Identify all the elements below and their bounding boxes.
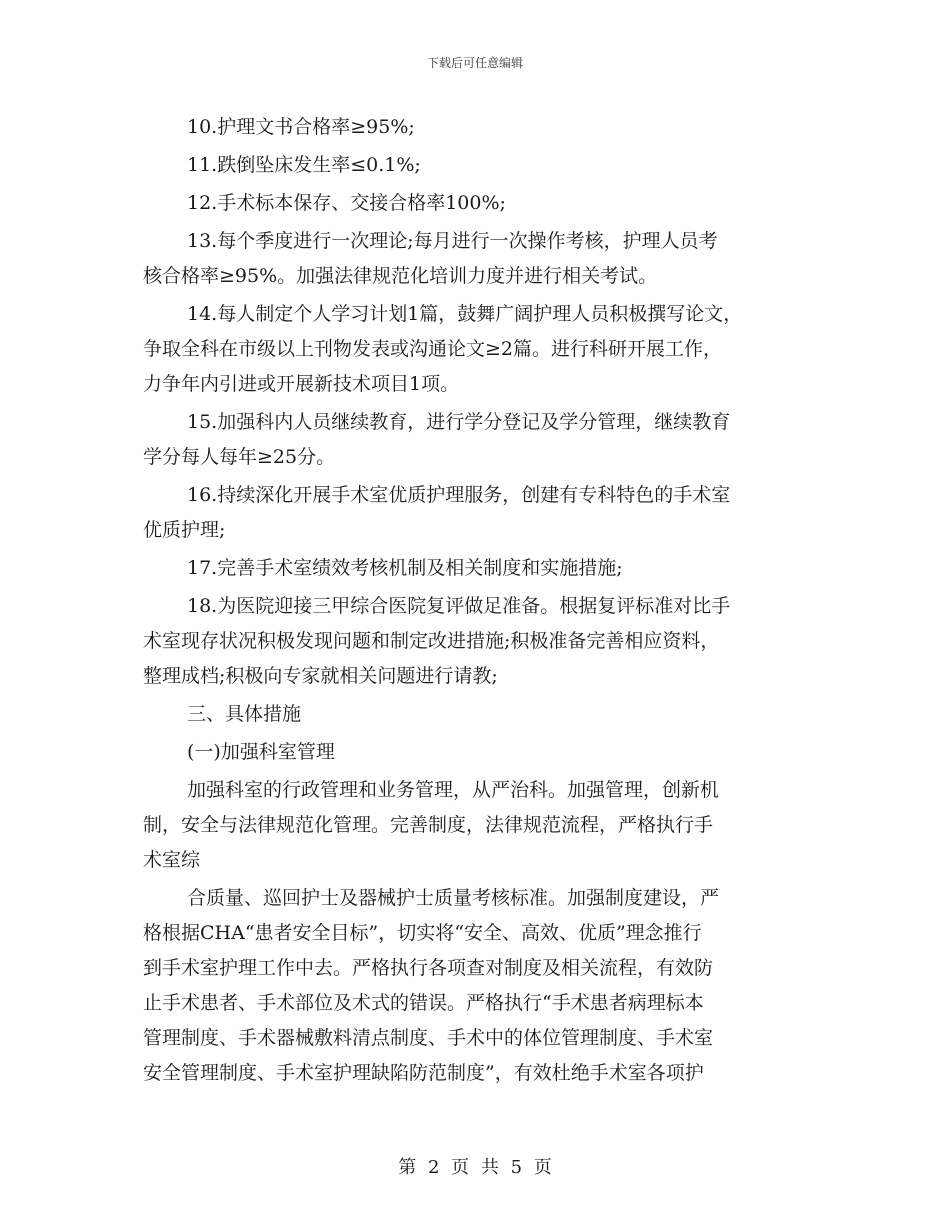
- paragraph-line: 争取全科在市级以上刊物发表或沟通论文≥2篇。进行科研开展工作，: [143, 338, 723, 360]
- paragraph-item-18: [143, 589, 823, 694]
- paragraph-item-12: [143, 186, 823, 221]
- paragraph-line: 术室现存状况积极发现问题和制定改进措施;积极准备完善相应资料，: [143, 630, 720, 652]
- paragraph-line: 力争年内引进或开展新技术项目1项。: [143, 373, 460, 395]
- paragraph-item-14: [143, 297, 823, 402]
- body-paragraph: [143, 881, 823, 1091]
- paragraph-line: 到手术室护理工作中去。严格执行各项查对制度及相关流程，有效防: [143, 957, 714, 979]
- paragraph-line: 术室综: [143, 849, 201, 871]
- paragraph-line: 10.护理文书合格率≥95%;: [187, 116, 415, 138]
- paragraph-line: 加强科室的行政管理和业务管理，从严治科。加强管理，创新机: [187, 779, 720, 801]
- body-paragraph: [143, 773, 823, 878]
- paragraph-line: 止手术患者、手术部位及术式的错误。严格执行“手术患者病理标本: [143, 992, 704, 1014]
- subsection-heading-text: (一)加强科室管理: [187, 741, 335, 763]
- document-body: [143, 110, 823, 1091]
- paragraph-line: 13.每个季度进行一次理论;每月进行一次操作考核，护理人员考: [187, 230, 718, 252]
- paragraph-line: 12.手术标本保存、交接合格率100%;: [187, 192, 506, 214]
- subsection-heading: [143, 735, 823, 770]
- paragraph-line: 格根据CHA“患者安全目标”，切实将“安全、高效、优质”理念推行: [143, 922, 702, 944]
- paragraph-item-10: [143, 110, 823, 145]
- paragraph-item-16: [143, 478, 823, 548]
- page-header: 下载后可任意编辑: [426, 56, 523, 70]
- paragraph-line: 核合格率≥95%。加强法律规范化培训力度并进行相关考试。: [143, 265, 658, 287]
- page-number: 第 2 页 共 5 页: [398, 1157, 552, 1178]
- paragraph-line: 学分每人每年≥25分。: [143, 446, 336, 468]
- paragraph-line: 管理制度、手术器械敷料清点制度、手术中的体位管理制度、手术室: [143, 1027, 714, 1049]
- paragraph-line: 优质护理;: [143, 519, 226, 541]
- paragraph-line: 整理成档;积极向专家就相关问题进行请教;: [143, 665, 498, 687]
- paragraph-line: 16.持续深化开展手术室优质护理服务，创建有专科特色的手术室: [187, 484, 731, 506]
- paragraph-line: 安全管理制度、手术室护理缺陷防范制度”，有效杜绝手术室各项护: [143, 1062, 704, 1084]
- paragraph-line: 合质量、巡回护士及器械护士质量考核标准。加强制度建设，严: [187, 887, 720, 909]
- paragraph-item-11: [143, 148, 823, 183]
- paragraph-item-15: [143, 405, 823, 475]
- section-heading-text: 三、具体措施: [187, 703, 302, 725]
- paragraph-line: 17.完善手术室绩效考核机制及相关制度和实施措施;: [187, 557, 623, 579]
- paragraph-line: 制，安全与法律规范化管理。完善制度，法律规范流程，严格执行手: [143, 814, 714, 836]
- paragraph-line: 11.跌倒坠床发生率≤0.1%;: [187, 154, 421, 176]
- paragraph-line: 14.每人制定个人学习计划1篇，鼓舞广阔护理人员积极撰写论文，: [187, 303, 743, 325]
- section-heading: [143, 697, 823, 732]
- paragraph-item-17: [143, 551, 823, 586]
- paragraph-line: 18.为医院迎接三甲综合医院复评做足准备。根据复评标准对比手: [187, 595, 731, 617]
- paragraph-item-13: [143, 224, 823, 294]
- paragraph-line: 15.加强科内人员继续教育，进行学分登记及学分管理，继续教育: [187, 411, 731, 433]
